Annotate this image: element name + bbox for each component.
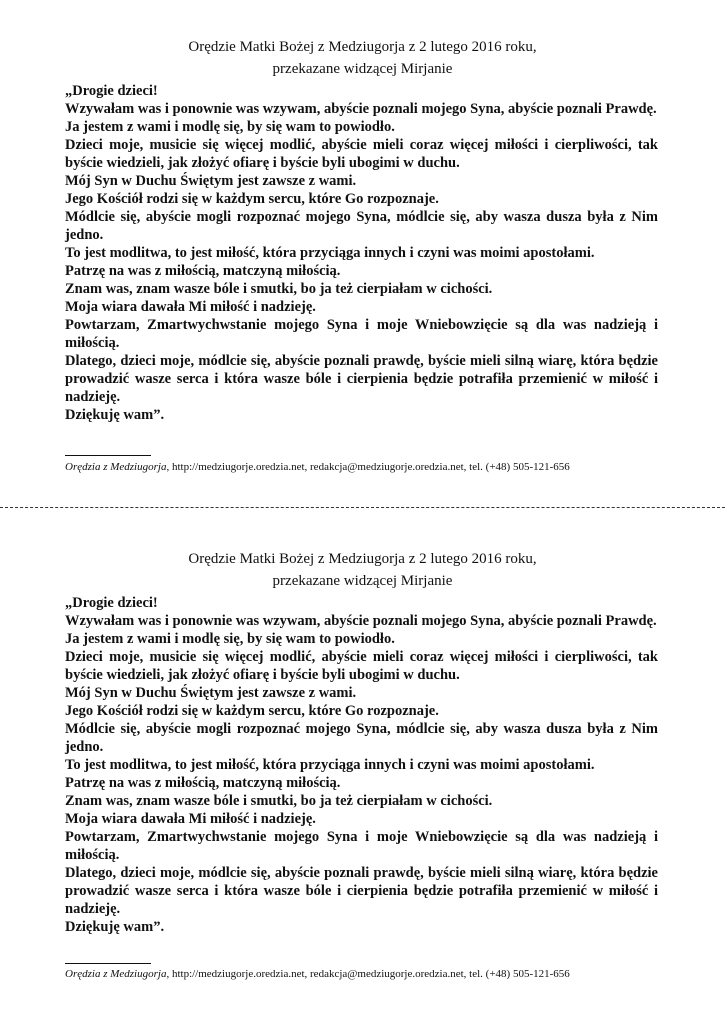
footer-details: , http://medziugorje.oredzia.net, redakcja@medziugorje.oredzia.net, tel. (+48) 505-121-656 xyxy=(166,968,570,980)
message-line: Patrzę na was z miłością, matczyną miłością. xyxy=(65,263,341,279)
message-line: Módlcie się, abyście mogli rozpoznać mojego Syna, módlcie się, aby wasza dusza była z Nim jedno. xyxy=(65,721,658,755)
footer-credit xyxy=(65,460,665,474)
message-line: Ja jestem z wami i modlę się, by się wam to powiodło. xyxy=(65,119,395,135)
title-line-2: przekazane widzącej Mirjanie xyxy=(272,61,453,77)
footer-details: , http://medziugorje.oredzia.net, redakcja@medziugorje.oredzia.net, tel. (+48) 505-121-656 xyxy=(166,461,570,473)
message-line: To jest modlitwa, to jest miłość, która przyciąga innych i czyni was moimi apostołami. xyxy=(65,245,595,261)
message-title xyxy=(0,548,725,592)
title-line-2: przekazane widzącej Mirjanie xyxy=(272,573,453,589)
message-line: Dzieci moje, musicie się więcej modlić, abyście mieli coraz więcej miłości i cierpliwości, tak byście wiedzieli, jak złożyć ofiarę i byście byli ubogimi w duchu. xyxy=(65,137,658,171)
message-line: Powtarzam, Zmartwychwstanie mojego Syna i moje Wniebowzięcie są dla was nadzieją i miłością. xyxy=(65,829,658,863)
footer-source: Orędzia z Medziugorja xyxy=(65,461,167,473)
message-line: Wzywałam was i ponownie was wzywam, abyście poznali mojego Syna, abyście poznali Prawdę. xyxy=(65,613,657,629)
message-line: Jego Kościół rodzi się w każdym sercu, które Go rozpoznaje. xyxy=(65,703,439,719)
message-line: Jego Kościół rodzi się w każdym sercu, które Go rozpoznaje. xyxy=(65,191,439,207)
cut-line xyxy=(0,507,725,508)
message-line: Mój Syn w Duchu Świętym jest zawsze z wami. xyxy=(65,685,357,701)
footer-credit xyxy=(65,967,665,981)
message-line: Patrzę na was z miłością, matczyną miłością. xyxy=(65,775,341,791)
footnote-rule xyxy=(65,963,151,964)
message-line: „Drogie dzieci! xyxy=(65,595,158,611)
message-line: „Drogie dzieci! xyxy=(65,83,158,99)
message-title xyxy=(0,36,725,80)
message-line: Dziękuję wam”. xyxy=(65,919,165,935)
message-line: Moja wiara dawała Mi miłość i nadzieję. xyxy=(65,299,316,315)
title-line-1: Orędzie Matki Bożej z Medziugorja z 2 lutego 2016 roku, xyxy=(188,39,537,55)
message-body xyxy=(65,82,658,424)
message-line: Znam was, znam wasze bóle i smutki, bo ja też cierpiałam w cichości. xyxy=(65,281,493,297)
message-line: Powtarzam, Zmartwychwstanie mojego Syna i moje Wniebowzięcie są dla was nadzieją i miłością. xyxy=(65,317,658,351)
title-line-1: Orędzie Matki Bożej z Medziugorja z 2 lutego 2016 roku, xyxy=(188,551,537,567)
message-line: To jest modlitwa, to jest miłość, która przyciąga innych i czyni was moimi apostołami. xyxy=(65,757,595,773)
message-line: Dziękuję wam”. xyxy=(65,407,165,423)
message-line: Dlatego, dzieci moje, módlcie się, abyście poznali prawdę, byście mieli silną wiarę, która będzie prowadzić wasze serca i która wasze bóle i cierpienia będzie potrafiła przemienić w miłość i nadzieję. xyxy=(65,865,658,917)
message-line: Moja wiara dawała Mi miłość i nadzieję. xyxy=(65,811,316,827)
message-line: Ja jestem z wami i modlę się, by się wam to powiodło. xyxy=(65,631,395,647)
message-line: Wzywałam was i ponownie was wzywam, abyście poznali mojego Syna, abyście poznali Prawdę. xyxy=(65,101,657,117)
message-body xyxy=(65,594,658,936)
message-line: Módlcie się, abyście mogli rozpoznać mojego Syna, módlcie się, aby wasza dusza była z Nim jedno. xyxy=(65,209,658,243)
footer-source: Orędzia z Medziugorja xyxy=(65,968,167,980)
message-line: Znam was, znam wasze bóle i smutki, bo ja też cierpiałam w cichości. xyxy=(65,793,493,809)
footnote-rule xyxy=(65,455,151,456)
message-line: Dzieci moje, musicie się więcej modlić, abyście mieli coraz więcej miłości i cierpliwości, tak byście wiedzieli, jak złożyć ofiarę i byście byli ubogimi w duchu. xyxy=(65,649,658,683)
message-line: Dlatego, dzieci moje, módlcie się, abyście poznali prawdę, byście mieli silną wiarę, która będzie prowadzić wasze serca i która wasze bóle i cierpienia będzie potrafiła przemienić w miłość i nadzieję. xyxy=(65,353,658,405)
message-line: Mój Syn w Duchu Świętym jest zawsze z wami. xyxy=(65,173,357,189)
